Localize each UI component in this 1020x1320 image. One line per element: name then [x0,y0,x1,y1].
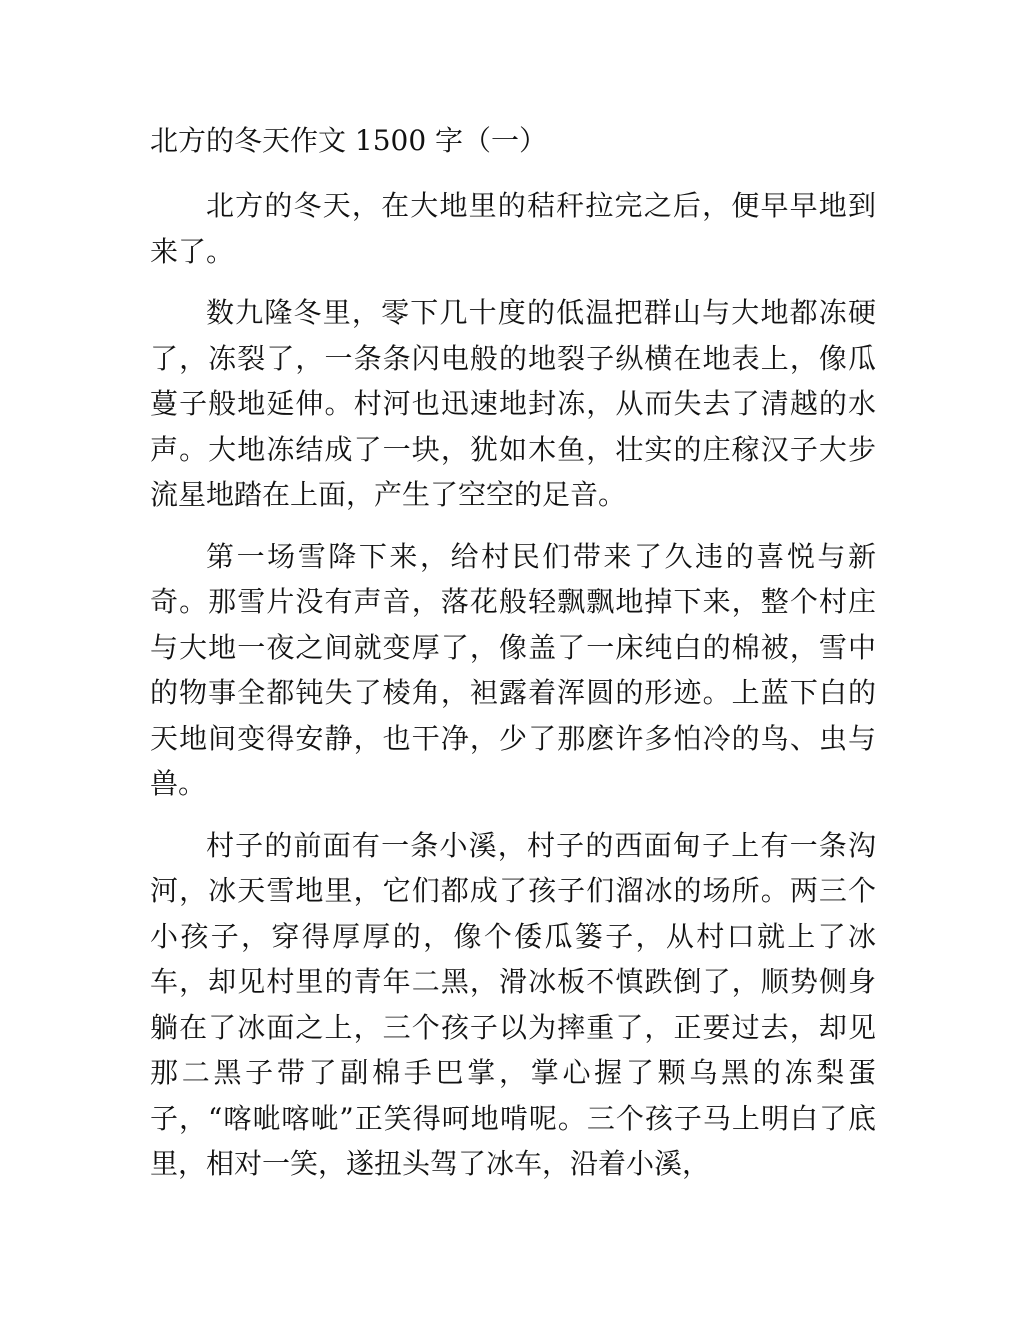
document-page [150,118,876,1203]
paragraph-4: 村子的前面有一条小溪，村子的西面甸子上有一条沟河，冰天雪地里，它们都成了孩子们溜冰的场所。两三个小孩子，穿得厚厚的，像个倭瓜篓子，从村口就上了冰车，却见村里的青年二黑，滑冰板不慎跌倒了，顺势侧身躺在了冰面之上，三个孩子以为摔重了，正要过去，却见那二黑子带了副棉手巴掌，掌心握了颗乌黑的冻梨蛋子，“喀呲喀呲”正笑得呵地啃呢。三个孩子马上明白了底里，相对一笑，遂扭头驾了冰车，沿着小溪， [150,828,876,1180]
paragraph-2: 数九隆冬里，零下几十度的低温把群山与大地都冻硬了，冻裂了，一条条闪电般的地裂子纵横在地表上，像瓜蔓子般地延伸。村河也迅速地封冻，从而失去了清越的水声。大地冻结成了一块，犹如木鱼，壮实的庄稼汉子大步流星地踏在上面，产生了空空的足音。 [150,296,876,511]
paragraph-3: 第一场雪降下来，给村民们带来了久违的喜悦与新奇。那雪片没有声音，落花般轻飘飘地掉下来，整个村庄与大地一夜之间就变厚了，像盖了一床纯白的棉被，雪中的物事全都钝失了棱角，袒露着浑圆的形迹。上蓝下白的天地间变得安静，也干净，少了那麽许多怕冷的鸟、虫与兽。 [150,539,876,800]
document-title: 北方的冬天作文 1500 字（一） [150,124,548,157]
paragraph-1: 北方的冬天，在大地里的秸秆拉完之后，便早早地到来了。 [150,189,876,268]
